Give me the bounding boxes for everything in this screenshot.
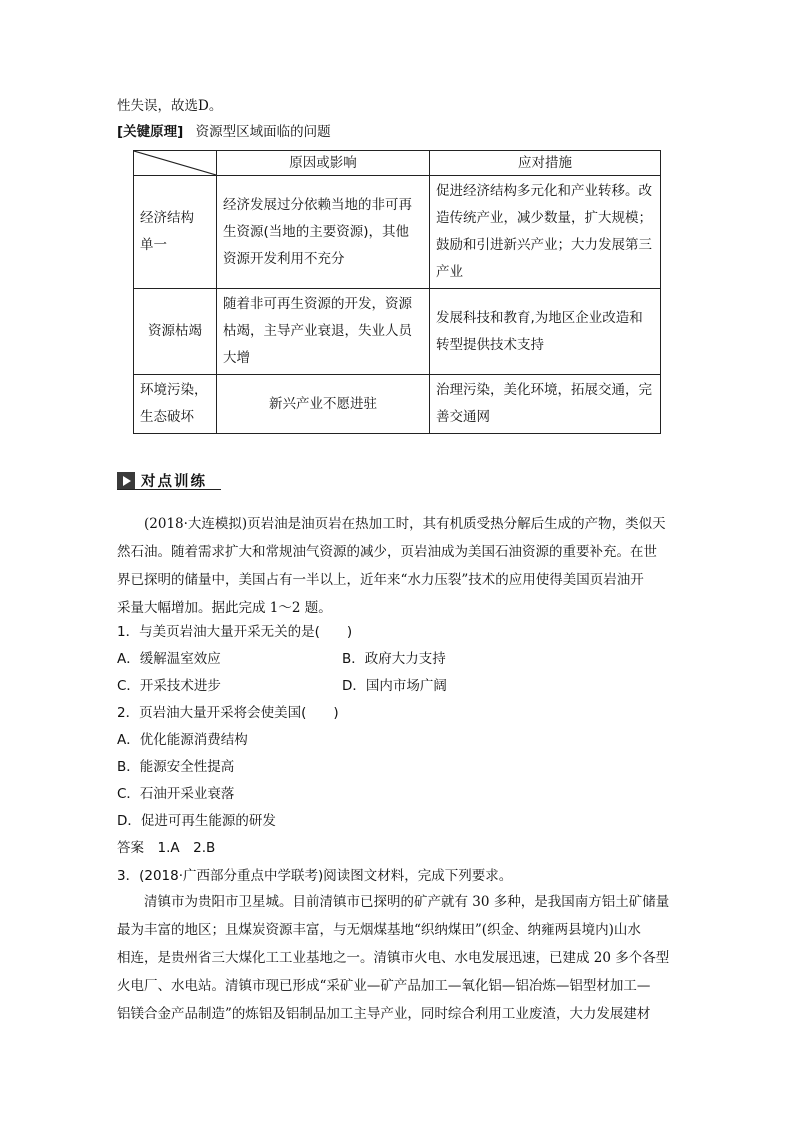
issue-cell (134, 176, 217, 289)
cause-line: 经济发展过分依赖当地的非可再 (223, 196, 412, 213)
issue-line: 经济结构 (140, 210, 194, 226)
measure-line: 治理污染，美化环境，拓展交通，完 (436, 382, 652, 398)
measure-line: 发展科技和教育,为地区企业改造和 (436, 309, 643, 326)
issue-cell (134, 289, 217, 375)
passage-line: 相连，是贵州省三大煤化工工业基地之一。清镇市火电、水电发展迅速，已建成 20 多个各型 (117, 950, 670, 966)
q2-option-d: D．促进可再生能源的研发 (117, 813, 276, 829)
section-title: 对点训练 (141, 474, 207, 490)
measure-cell (430, 176, 661, 289)
passage-line: 采量大幅增加。据此完成 1～2 题。 (117, 600, 332, 616)
measure-line: 造传统产业，减少数量，扩大规模； (436, 210, 652, 226)
passage-line: 最为丰富的地区；且煤炭资源丰富，与无烟煤基地“织纳煤田”(织金、纳雍两县境内)山水 (117, 922, 641, 938)
q1-option-b: B．政府大力支持 (342, 651, 446, 667)
section-header (117, 470, 207, 491)
passage-1 (117, 510, 679, 622)
cause-line: 资源开发利用不充分 (223, 250, 345, 267)
cause-cell (217, 176, 430, 289)
question-1-stem: 1．与美页岩油大量开采无关的是( ) (117, 624, 353, 640)
diagonal-header-cell (134, 151, 217, 176)
measure-cell (430, 375, 661, 434)
issue-line: 资源枯竭 (148, 323, 202, 339)
passage-line: 清镇市为贵阳市卫星城。目前清镇市已探明的矿产就有 30 多种，是我国南方铝土矿储量 (144, 894, 670, 910)
passage-line: 铝镁合金产品制造”的炼铝及铝制品加工主导产业，同时综合利用工业废渣，大力发展建材 (117, 1006, 651, 1022)
passage-line: 火电厂、水电站。清镇市现已形成“采矿业—矿产品加工—氧化铝—铝冶炼—铝型材加工— (117, 978, 651, 994)
passage-line: (2018·大连模拟)页岩油是油页岩在热加工时，其有机质受热分解后生成的产物，类似天 (144, 516, 666, 532)
diagonal-line (134, 151, 216, 175)
measure-line: 鼓励和引进新兴产业；大力发展第三 (436, 237, 652, 253)
measure-line: 产业 (436, 264, 463, 280)
q2-option-a: A．优化能源消费结构 (117, 732, 248, 748)
table-header-row (134, 151, 661, 176)
measure-line: 促进经济结构多元化和产业转移。改 (436, 183, 652, 199)
header-cause: 原因或影响 (217, 151, 430, 176)
play-icon (117, 472, 135, 490)
table-row (134, 176, 661, 289)
q2-option-c: C．石油开采业衰落 (117, 786, 235, 802)
table-row (134, 289, 661, 375)
cause-line: 大增 (223, 350, 250, 366)
section-underline (117, 489, 221, 490)
measure-line: 善交通网 (436, 409, 490, 425)
passage-line: 界已探明的储量中，美国占有一半以上，近年来“水力压裂”技术的应用使得美国页岩油开 (117, 572, 644, 588)
cause-line: 枯竭，主导产业衰退，失业人员 (223, 323, 412, 339)
table-row (134, 375, 661, 434)
issue-line: 环境污染， (140, 382, 208, 398)
passage-2 (117, 888, 679, 1028)
key-principle-heading (117, 122, 331, 142)
cause-line: 生资源(当地的主要资源)，其他 (223, 223, 410, 240)
header-measure: 应对措施 (430, 151, 661, 176)
answer-line: 答案 1.A 2.B (117, 840, 216, 856)
question-2-stem: 2．页岩油大量开采将会使美国( ) (117, 705, 339, 721)
measure-line: 转型提供技术支持 (436, 336, 544, 353)
cause-cell (217, 375, 430, 434)
passage-line: 然石油。随着需求扩大和常规油气资源的减少，页岩油成为美国石油资源的重要补充。在世 (117, 544, 657, 560)
q2-option-b: B．能源安全性提高 (117, 759, 235, 775)
principle-table (133, 150, 661, 434)
key-principle-label: [关键原理] (117, 124, 184, 140)
intro-line: 性失误，故选D。 (117, 98, 223, 114)
question-3-stem: 3．(2018·广西部分重点中学联考)阅读图文材料，完成下列要求。 (117, 868, 513, 884)
issue-line: 生态破坏 (140, 409, 194, 425)
issue-cell (134, 375, 217, 434)
key-principle-title: 资源型区域面临的问题 (195, 124, 331, 140)
issue-line: 单一 (140, 237, 167, 253)
cause-cell (217, 289, 430, 375)
cause-line: 新兴产业不愿进驻 (269, 395, 377, 412)
measure-cell (430, 289, 661, 375)
cause-line: 随着非可再生资源的开发，资源 (223, 296, 412, 312)
q1-option-a: A．缓解温室效应 (117, 651, 221, 667)
q1-option-c: C．开采技术进步 (117, 678, 221, 694)
q1-option-d: D．国内市场广阔 (342, 678, 447, 694)
